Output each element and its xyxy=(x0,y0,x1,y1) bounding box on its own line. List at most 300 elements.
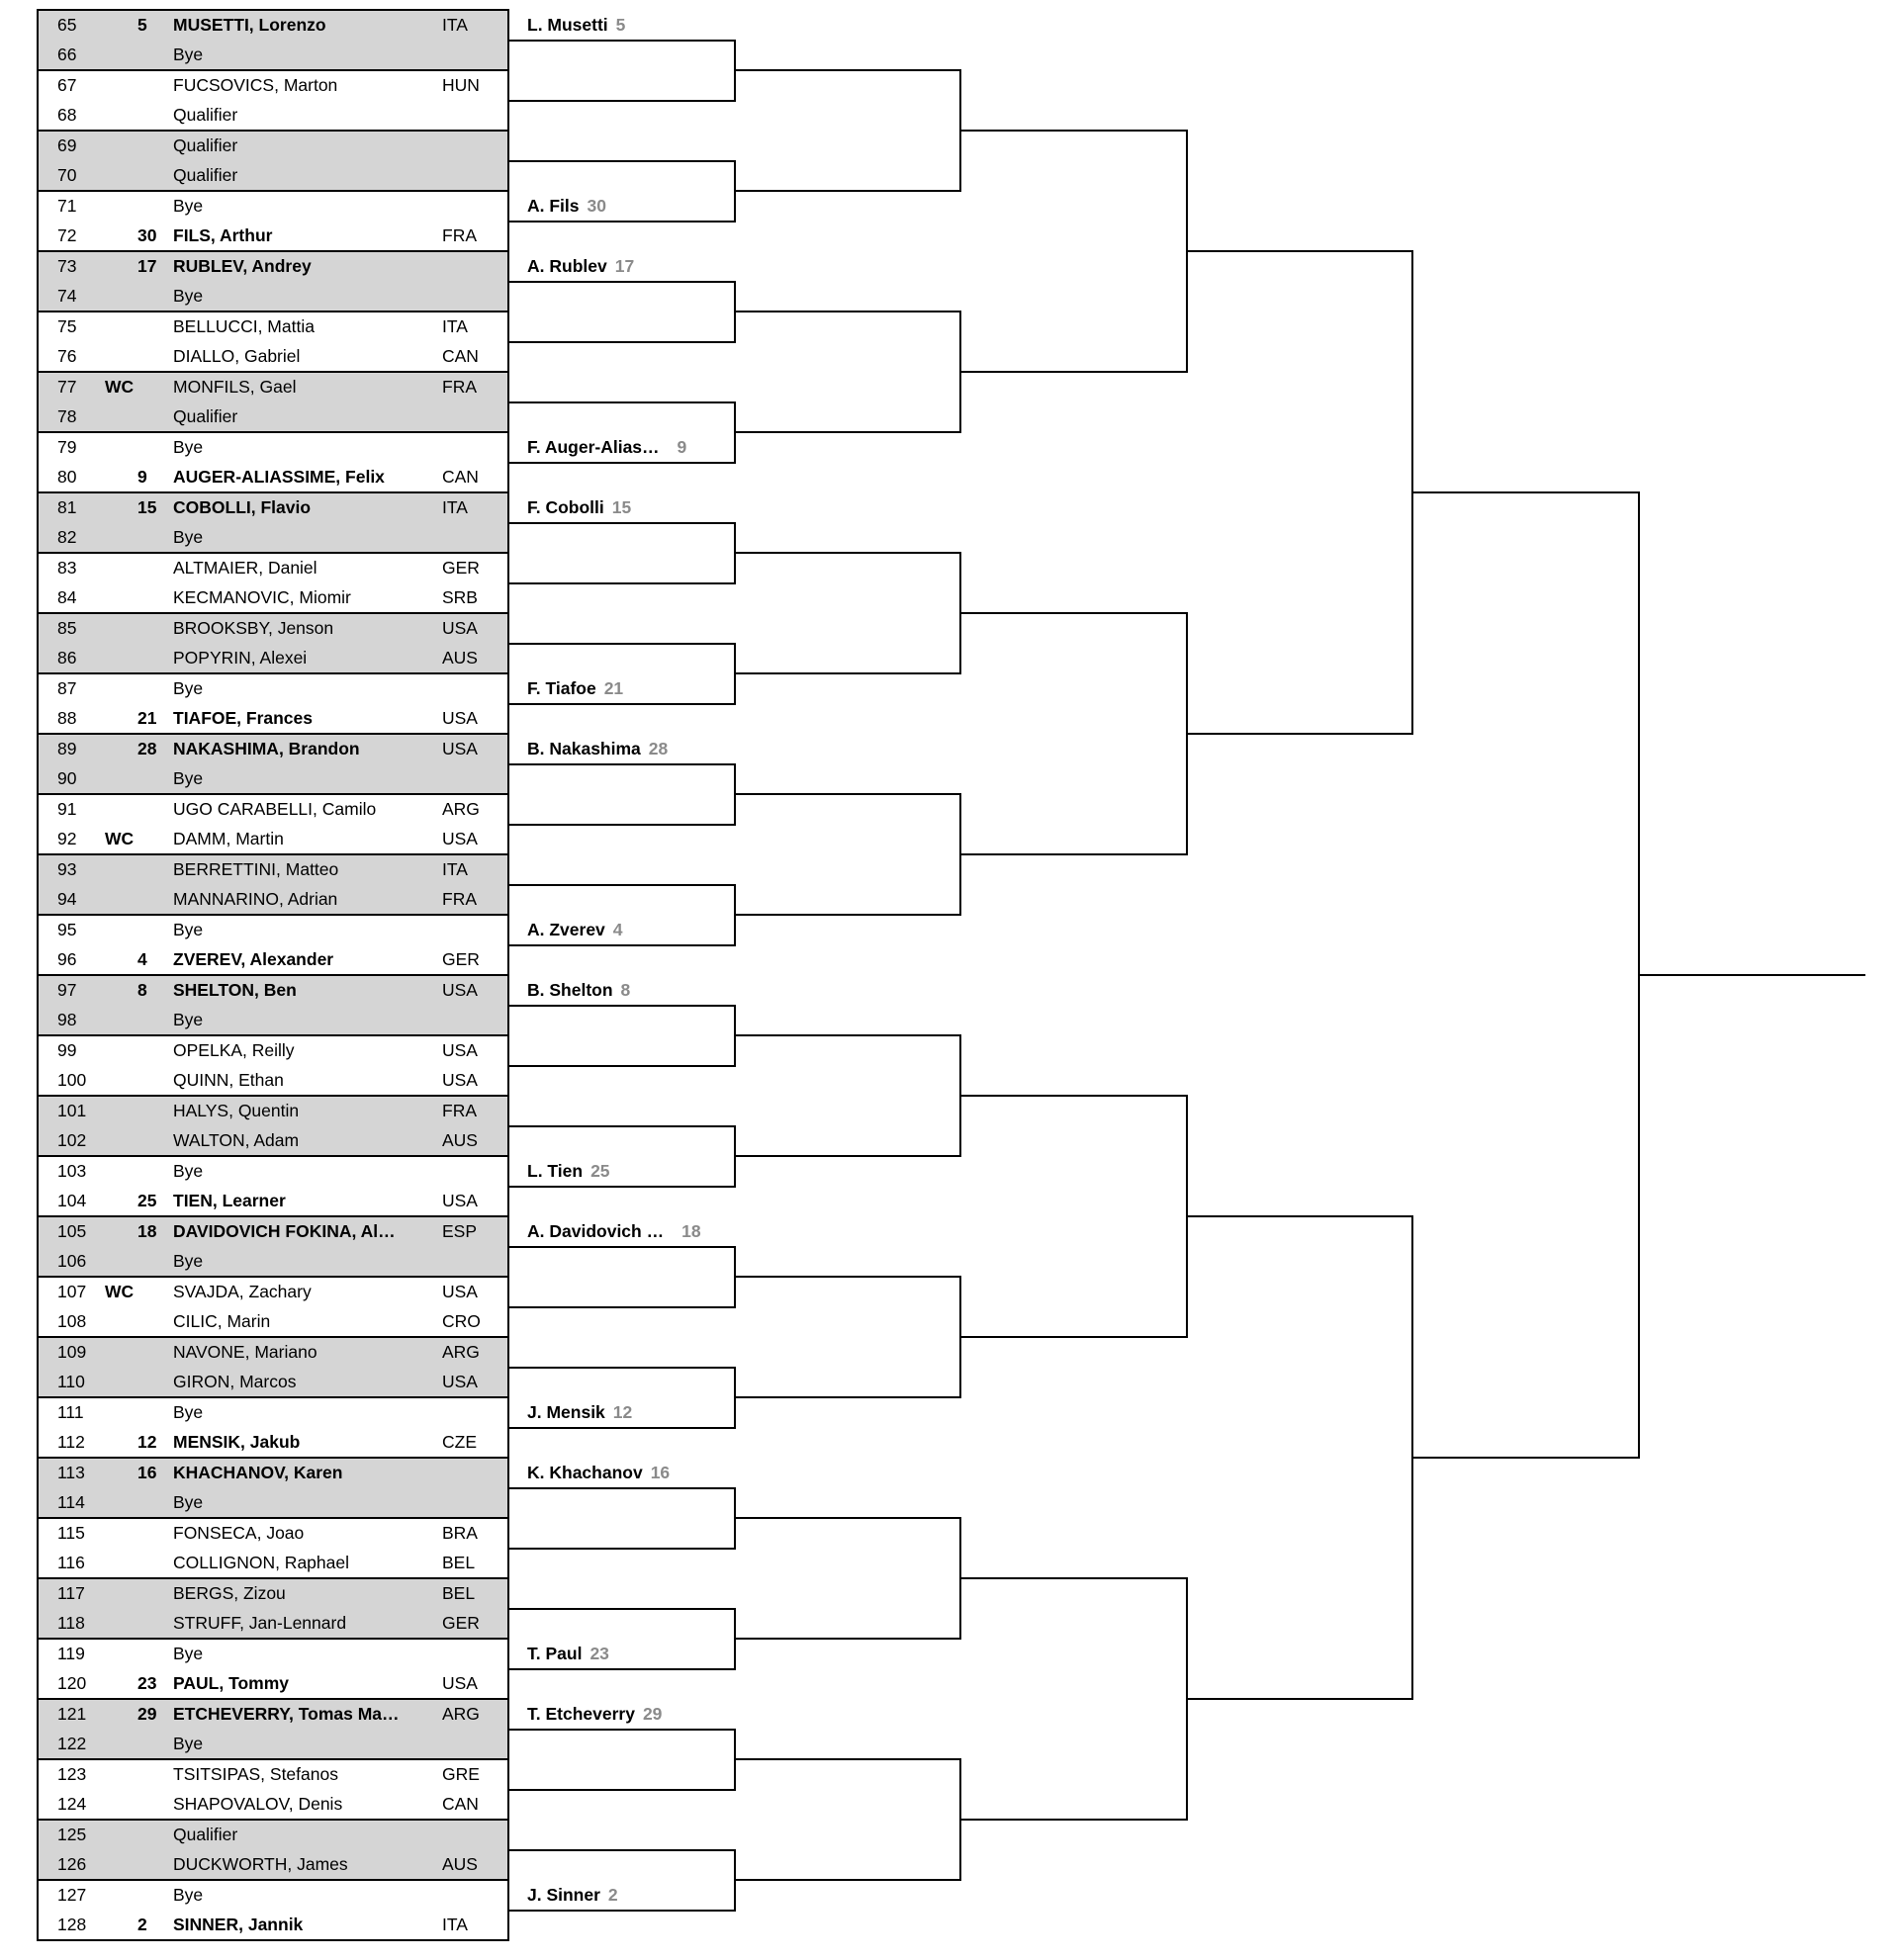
seed-number: 23 xyxy=(137,1672,157,1693)
player-name: BELLUCCI, Mattia xyxy=(173,316,315,336)
table-row xyxy=(39,1579,507,1609)
bracket-horizontal-line xyxy=(735,1155,960,1157)
bracket-horizontal-line xyxy=(1639,974,1865,976)
table-row xyxy=(39,1640,507,1669)
country-code: CAN xyxy=(442,466,479,487)
table-row xyxy=(39,192,507,222)
table-row xyxy=(39,1428,507,1458)
country-code: USA xyxy=(442,1672,478,1693)
draw-pair-block xyxy=(37,250,509,312)
player-name: Bye xyxy=(173,1644,204,1663)
table-row xyxy=(39,1368,507,1397)
draw-pair-block xyxy=(37,1819,509,1881)
player-name: Bye xyxy=(173,678,204,698)
country-code: USA xyxy=(442,980,478,1000)
position-number: 74 xyxy=(57,285,77,306)
bracket-horizontal-line xyxy=(509,1548,735,1550)
country-code: FRA xyxy=(442,1101,477,1120)
table-row xyxy=(39,1157,507,1187)
wildcard-marker: WC xyxy=(105,828,135,848)
bracket-horizontal-line xyxy=(1187,250,1412,252)
table-row xyxy=(39,41,507,70)
position-number: 121 xyxy=(57,1704,87,1724)
player-name: BROOKSBY, Jenson xyxy=(173,618,334,638)
table-row xyxy=(39,1821,507,1850)
position-number: 70 xyxy=(57,164,77,185)
draw-pair-block xyxy=(37,853,509,916)
player-name: SHELTON, Ben xyxy=(173,980,297,1000)
table-row xyxy=(39,1097,507,1126)
bracket-horizontal-line xyxy=(509,160,735,162)
draw-pair-block xyxy=(37,1095,509,1157)
draw-pair-block xyxy=(37,190,509,252)
table-row xyxy=(39,1881,507,1911)
position-number: 125 xyxy=(57,1825,87,1844)
bracket-horizontal-line xyxy=(735,914,960,916)
position-number: 87 xyxy=(57,678,77,698)
player-name: MUSETTI, Lorenzo xyxy=(173,15,326,35)
bracket-horizontal-line xyxy=(735,1396,960,1398)
winner-name: A. Zverev xyxy=(527,919,605,939)
position-number: 106 xyxy=(57,1250,87,1271)
player-name: BERGS, Zizou xyxy=(173,1583,286,1603)
draw-pair-block xyxy=(37,1034,509,1097)
table-row xyxy=(39,433,507,463)
winner-seed: 28 xyxy=(648,738,669,758)
table-row xyxy=(39,1850,507,1880)
position-number: 91 xyxy=(57,799,77,819)
position-number: 118 xyxy=(57,1612,85,1633)
position-number: 73 xyxy=(57,256,77,276)
bracket-horizontal-line xyxy=(735,793,960,795)
player-name: Bye xyxy=(173,196,204,216)
seed-number: 12 xyxy=(137,1431,157,1452)
table-row xyxy=(39,1217,507,1247)
player-name: SINNER, Jannik xyxy=(173,1914,304,1934)
winner-name: A. Davidovich … xyxy=(527,1220,665,1241)
bracket-horizontal-line xyxy=(509,1065,735,1067)
position-number: 107 xyxy=(57,1282,87,1301)
position-number: 80 xyxy=(57,466,77,487)
bracket-horizontal-line xyxy=(509,1789,735,1791)
country-code: ESP xyxy=(442,1221,478,1241)
table-row xyxy=(39,1126,507,1156)
player-name: OPELKA, Reilly xyxy=(173,1040,295,1060)
country-code: FRA xyxy=(442,888,477,909)
winner-name: F. Auger-Alias… xyxy=(527,436,660,457)
player-name: Bye xyxy=(173,437,204,457)
table-row xyxy=(39,1187,507,1216)
round-winner-label xyxy=(527,432,750,462)
bracket-horizontal-line xyxy=(1412,1457,1639,1459)
bracket-horizontal-line xyxy=(509,884,735,886)
position-number: 66 xyxy=(57,44,77,64)
country-code: BEL xyxy=(442,1552,476,1572)
winner-name: L. Musetti xyxy=(527,14,608,35)
draw-pair-block xyxy=(37,1879,509,1941)
player-name: Qualifier xyxy=(173,164,238,185)
round-winner-label xyxy=(527,1216,750,1246)
country-code: ITA xyxy=(442,859,468,879)
draw-pair-block xyxy=(37,69,509,132)
country-code: ITA xyxy=(442,497,468,517)
winner-seed: 23 xyxy=(589,1643,609,1663)
country-code: GER xyxy=(442,558,480,578)
table-row xyxy=(39,704,507,734)
player-name: STRUFF, Jan-Lennard xyxy=(173,1612,347,1633)
seed-number: 15 xyxy=(137,497,157,517)
winner-seed: 25 xyxy=(590,1160,610,1181)
player-name: GIRON, Marcos xyxy=(173,1371,297,1391)
country-code: AUS xyxy=(442,1853,478,1874)
player-name: FUCSOVICS, Marton xyxy=(173,75,338,95)
bracket-horizontal-line xyxy=(735,1034,960,1036)
player-name: DAMM, Martin xyxy=(173,828,284,848)
seed-number: 28 xyxy=(137,739,157,758)
position-number: 96 xyxy=(57,948,77,969)
seed-number: 8 xyxy=(137,980,147,1000)
bracket-horizontal-line xyxy=(509,1306,735,1308)
bracket-horizontal-line xyxy=(960,853,1187,855)
seed-number: 21 xyxy=(137,707,157,728)
bracket-horizontal-line xyxy=(735,1879,960,1881)
player-name: Bye xyxy=(173,285,204,306)
position-number: 103 xyxy=(57,1161,87,1181)
country-code: SRB xyxy=(442,586,478,607)
table-row xyxy=(39,554,507,583)
bracket-horizontal-line xyxy=(509,401,735,403)
table-row xyxy=(39,1760,507,1790)
table-row xyxy=(39,976,507,1006)
wildcard-marker: WC xyxy=(105,377,135,397)
country-code: USA xyxy=(442,1282,478,1301)
position-number: 67 xyxy=(57,75,77,95)
position-number: 90 xyxy=(57,767,77,788)
winner-seed: 2 xyxy=(607,1884,618,1905)
position-number: 127 xyxy=(57,1885,87,1905)
table-row xyxy=(39,1669,507,1699)
table-row xyxy=(39,945,507,975)
round-winner-label xyxy=(527,191,750,221)
player-name: Bye xyxy=(173,920,204,939)
position-number: 92 xyxy=(57,828,77,848)
position-number: 81 xyxy=(57,497,77,517)
bracket-horizontal-line xyxy=(735,1276,960,1278)
country-code: FRA xyxy=(442,377,477,397)
round-winner-label xyxy=(527,734,750,763)
table-row xyxy=(39,493,507,523)
bracket-horizontal-line xyxy=(735,1638,960,1640)
draw-pair-block xyxy=(37,733,509,795)
position-number: 94 xyxy=(57,888,77,909)
country-code: USA xyxy=(442,707,478,728)
winner-seed: 5 xyxy=(615,14,626,35)
table-row xyxy=(39,523,507,553)
country-code: ARG xyxy=(442,1704,480,1724)
player-name: Bye xyxy=(173,1491,204,1512)
bracket-horizontal-line xyxy=(1412,491,1639,493)
player-name: TIEN, Learner xyxy=(173,1190,286,1210)
seed-number: 4 xyxy=(137,948,147,969)
bracket-horizontal-line xyxy=(509,643,735,645)
table-row xyxy=(39,402,507,432)
position-number: 120 xyxy=(57,1672,87,1693)
seed-number: 17 xyxy=(137,256,157,276)
position-number: 111 xyxy=(57,1402,84,1422)
table-row xyxy=(39,1790,507,1820)
winner-seed: 8 xyxy=(620,979,631,1000)
player-name: DUCKWORTH, James xyxy=(173,1853,348,1874)
position-number: 128 xyxy=(57,1914,87,1934)
bracket-horizontal-line xyxy=(735,1517,960,1519)
player-name: KECMANOVIC, Miomir xyxy=(173,586,351,607)
round-winner-label xyxy=(527,1639,750,1668)
country-code: ITA xyxy=(442,15,468,35)
player-name: BERRETTINI, Matteo xyxy=(173,859,339,879)
table-row xyxy=(39,1036,507,1066)
round-winner-label xyxy=(527,1880,750,1910)
table-row xyxy=(39,916,507,945)
position-number: 85 xyxy=(57,618,77,638)
position-number: 126 xyxy=(57,1853,87,1874)
position-number: 84 xyxy=(57,586,77,607)
table-row xyxy=(39,1066,507,1096)
bracket-horizontal-line xyxy=(509,1367,735,1369)
country-code: CAN xyxy=(442,1793,479,1814)
table-row xyxy=(39,1519,507,1549)
round-winner-label xyxy=(527,1397,750,1427)
country-code: HUN xyxy=(442,75,480,95)
round-winner-label xyxy=(527,915,750,944)
bracket-horizontal-line xyxy=(509,341,735,343)
position-number: 79 xyxy=(57,437,77,457)
table-row xyxy=(39,855,507,885)
position-number: 76 xyxy=(57,345,77,366)
winner-seed: 21 xyxy=(603,677,624,698)
bracket-horizontal-line xyxy=(960,612,1187,614)
player-name: Bye xyxy=(173,767,204,788)
bracket-horizontal-line xyxy=(735,69,960,71)
position-number: 113 xyxy=(57,1463,85,1482)
player-name: Bye xyxy=(173,526,204,547)
table-row xyxy=(39,674,507,704)
seed-number: 16 xyxy=(137,1463,157,1482)
player-name: Bye xyxy=(173,1161,204,1181)
draw-pair-block xyxy=(37,1336,509,1398)
player-name: Bye xyxy=(173,1733,204,1753)
round-winner-label xyxy=(527,1156,750,1186)
country-code: AUS xyxy=(442,1129,478,1150)
winner-seed: 30 xyxy=(587,195,606,216)
winner-name: A. Fils xyxy=(527,195,580,216)
winner-seed: 18 xyxy=(681,1220,701,1241)
bracket-horizontal-line xyxy=(509,100,735,102)
draw-pair-block xyxy=(37,1396,509,1459)
position-number: 119 xyxy=(57,1644,85,1663)
round-winner-label xyxy=(527,673,750,703)
player-name: Qualifier xyxy=(173,1825,238,1844)
table-row xyxy=(39,614,507,644)
bracket-horizontal-line xyxy=(509,1849,735,1851)
table-row xyxy=(39,1338,507,1368)
position-number: 65 xyxy=(57,15,77,35)
bracket-horizontal-line xyxy=(735,431,960,433)
position-number: 101 xyxy=(57,1101,87,1120)
position-number: 123 xyxy=(57,1764,87,1784)
table-row xyxy=(39,342,507,372)
country-code: ARG xyxy=(442,1342,480,1362)
country-code: USA xyxy=(442,739,478,758)
seed-number: 9 xyxy=(137,466,147,487)
wildcard-marker: WC xyxy=(105,1282,135,1301)
player-name: NAKASHIMA, Brandon xyxy=(173,739,360,758)
position-number: 97 xyxy=(57,980,77,1000)
player-name: PAUL, Tommy xyxy=(173,1672,289,1693)
table-row xyxy=(39,1549,507,1578)
position-number: 109 xyxy=(57,1342,87,1362)
table-row xyxy=(39,1278,507,1307)
player-name: AUGER-ALIASSIME, Felix xyxy=(173,466,385,487)
seed-number: 29 xyxy=(137,1704,157,1724)
player-name: FILS, Arthur xyxy=(173,224,273,245)
table-row xyxy=(39,1398,507,1428)
table-row xyxy=(39,1911,507,1940)
position-number: 82 xyxy=(57,526,77,547)
bracket-horizontal-line xyxy=(960,1819,1187,1821)
draw-pair-block xyxy=(37,914,509,976)
player-name: TSITSIPAS, Stefanos xyxy=(173,1764,338,1784)
draw-pair-block xyxy=(37,793,509,855)
position-number: 108 xyxy=(57,1310,87,1331)
draw-pair-block xyxy=(37,612,509,674)
country-code: BEL xyxy=(442,1583,476,1603)
bracket-horizontal-line xyxy=(1187,1215,1412,1217)
round-winner-label xyxy=(527,1458,750,1487)
bracket-horizontal-line xyxy=(1187,733,1412,735)
bracket-horizontal-line xyxy=(960,1336,1187,1338)
bracket-horizontal-line xyxy=(735,672,960,674)
player-name: TIAFOE, Frances xyxy=(173,707,314,728)
player-name: SHAPOVALOV, Denis xyxy=(173,1793,343,1814)
winner-seed: 29 xyxy=(642,1703,663,1724)
bracket-horizontal-line xyxy=(735,1758,960,1760)
table-row xyxy=(39,644,507,673)
table-row xyxy=(39,222,507,251)
player-name: FONSECA, Joao xyxy=(173,1523,305,1543)
player-name: Qualifier xyxy=(173,135,238,155)
position-number: 88 xyxy=(57,707,77,728)
table-row xyxy=(39,252,507,282)
bracket-horizontal-line xyxy=(509,1608,735,1610)
country-code: USA xyxy=(442,1040,478,1060)
winner-name: A. Rublev xyxy=(527,255,607,276)
bracket-horizontal-line xyxy=(509,582,735,584)
draw-pair-block xyxy=(37,130,509,192)
position-number: 75 xyxy=(57,316,77,336)
winner-seed: 16 xyxy=(650,1462,671,1482)
draw-pair-block xyxy=(37,974,509,1036)
draw-pair-block xyxy=(37,1457,509,1519)
table-row xyxy=(39,312,507,342)
position-number: 105 xyxy=(57,1221,87,1241)
winner-name: F. Tiafoe xyxy=(527,677,596,698)
round-winner-label xyxy=(527,251,750,281)
seed-number: 18 xyxy=(137,1221,157,1241)
table-row xyxy=(39,735,507,764)
player-name: ALTMAIER, Daniel xyxy=(173,558,317,578)
round-winner-label xyxy=(527,10,750,40)
table-row xyxy=(39,764,507,794)
draw-pair-block xyxy=(37,491,509,554)
country-code: CAN xyxy=(442,345,479,366)
draw-pair-block xyxy=(37,1517,509,1579)
winner-name: J. Sinner xyxy=(527,1884,600,1905)
position-number: 86 xyxy=(57,647,77,668)
bracket-horizontal-line xyxy=(1187,1698,1412,1700)
position-number: 68 xyxy=(57,104,77,125)
position-number: 99 xyxy=(57,1040,77,1060)
winner-name: K. Khachanov xyxy=(527,1462,643,1482)
draw-pair-block xyxy=(37,1698,509,1760)
table-row xyxy=(39,161,507,191)
bracket-horizontal-line xyxy=(735,552,960,554)
position-number: 83 xyxy=(57,558,77,578)
draw-pair-block xyxy=(37,672,509,735)
table-row xyxy=(39,825,507,854)
bracket-horizontal-line xyxy=(509,1125,735,1127)
table-row xyxy=(39,282,507,312)
position-number: 89 xyxy=(57,739,77,758)
position-number: 100 xyxy=(57,1069,87,1090)
position-number: 77 xyxy=(57,377,77,397)
country-code: AUS xyxy=(442,647,478,668)
player-name: POPYRIN, Alexei xyxy=(173,647,308,668)
winner-name: T. Paul xyxy=(527,1643,583,1663)
player-name: Bye xyxy=(173,1885,204,1905)
table-row xyxy=(39,1700,507,1730)
draw-pair-block xyxy=(37,552,509,614)
player-name: ZVEREV, Alexander xyxy=(173,948,334,969)
player-name: Bye xyxy=(173,1009,204,1029)
draw-pair-block xyxy=(37,431,509,493)
player-name: DAVIDOVICH FOKINA, Al… xyxy=(173,1221,396,1241)
player-name: Bye xyxy=(173,44,204,64)
country-code: USA xyxy=(442,1190,478,1210)
player-name: ETCHEVERRY, Tomas Ma… xyxy=(173,1704,400,1724)
position-number: 71 xyxy=(57,196,77,216)
player-name: Qualifier xyxy=(173,104,238,125)
round-winner-label xyxy=(527,1699,750,1729)
seed-number: 30 xyxy=(137,224,157,245)
bracket-horizontal-line xyxy=(735,190,960,192)
position-number: 93 xyxy=(57,859,77,879)
country-code: GER xyxy=(442,948,480,969)
winner-seed: 9 xyxy=(677,436,687,457)
table-row xyxy=(39,1247,507,1277)
draw-pair-block xyxy=(37,1577,509,1640)
player-name: COLLIGNON, Raphael xyxy=(173,1552,349,1572)
country-code: CRO xyxy=(442,1310,481,1331)
player-name: NAVONE, Mariano xyxy=(173,1342,317,1362)
seed-number: 5 xyxy=(137,15,147,35)
position-number: 116 xyxy=(57,1552,85,1572)
player-name: UGO CARABELLI, Camilo xyxy=(173,799,377,819)
winner-name: T. Etcheverry xyxy=(527,1703,635,1724)
bracket-horizontal-line xyxy=(960,130,1187,132)
player-name: WALTON, Adam xyxy=(173,1129,300,1150)
draw-pair-block xyxy=(37,1758,509,1821)
round-winner-label xyxy=(527,975,750,1005)
